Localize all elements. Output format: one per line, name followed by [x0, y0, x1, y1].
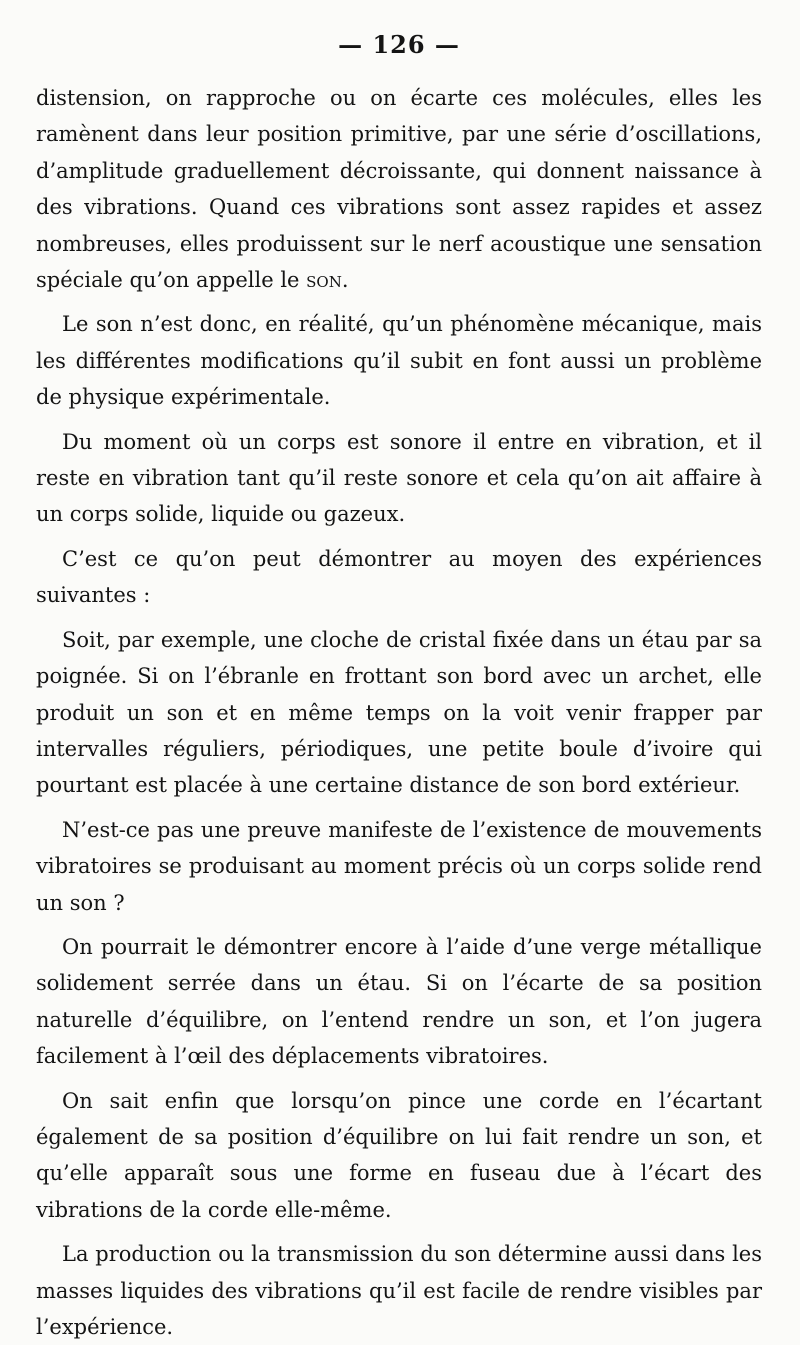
paragraph-8: On sait enfin que lorsqu’on pince une corde en l’écartant également de sa position d’équilibre on lui fait rendre un son, et qu’elle apparaît sous une forme en fuseau due à l’écart des vibrations de la corde elle-même. — [36, 1088, 762, 1222]
paragraph-1-end: . — [341, 268, 349, 293]
paragraph-3: Du moment où un corps est sonore il entre en vibration, et il reste en vibration tant qu’il reste sonore et cela qu’on ait affaire à un corps solide, liquide ou gazeux. — [36, 429, 762, 527]
body-text — [36, 80, 762, 1345]
paragraph-6: N’est-ce pas une preuve manifeste de l’existence de mouvements vibratoires se produisant au moment précis où un corps solide rend un son ? — [36, 817, 762, 915]
paragraph-7: On pourrait le démontrer encore à l’aide d’une verge métallique solidement serrée dans un étau. Si on l’écarte de sa position naturelle d’équilibre, on l’entend rendre un son, et l’on jugera facilement à l’œil des déplacements vibratoires. — [36, 934, 762, 1069]
page-number: — 126 — — [338, 30, 460, 59]
paragraph-2: Le son n’est donc, en réalité, qu’un phénomène mécanique, mais les différentes modifications qu’il subit en font aussi un problème de physique expérimentale. — [36, 312, 762, 410]
paragraph-1-text: distension, on rapproche ou on écarte ces molécules, elles les ramènent dans leur position primitive, par une série d’oscillations, d’amplitude graduellement décroissante, qui donnent naissance à des vibrations. Quand ces vibrations sont assez rapides et assez nombreuses, elles produissent sur le nerf acoustique une sensation spéciale qu’on appelle le — [36, 86, 762, 293]
small-caps-term: son — [306, 268, 342, 293]
paragraph-9: La production ou la transmission du son détermine aussi dans les masses liquides des vibrations qu’il est facile de rendre visibles par l’expérience. — [36, 1242, 762, 1339]
paragraph-5: Soit, par exemple, une cloche de cristal fixée dans un étau par sa poignée. Si on l’ébranle en frottant son bord avec un archet, elle produit un son et en même temps on la voit venir frapper par intervalles réguliers, périodiques, une petite boule d’ivoire qui pourtant est placée à une certaine distance de son bord extérieur. — [36, 627, 762, 798]
paragraph-4: C’est ce qu’on peut démontrer au moyen des expériences suivantes : — [36, 546, 762, 608]
paragraph-1 — [36, 80, 762, 298]
